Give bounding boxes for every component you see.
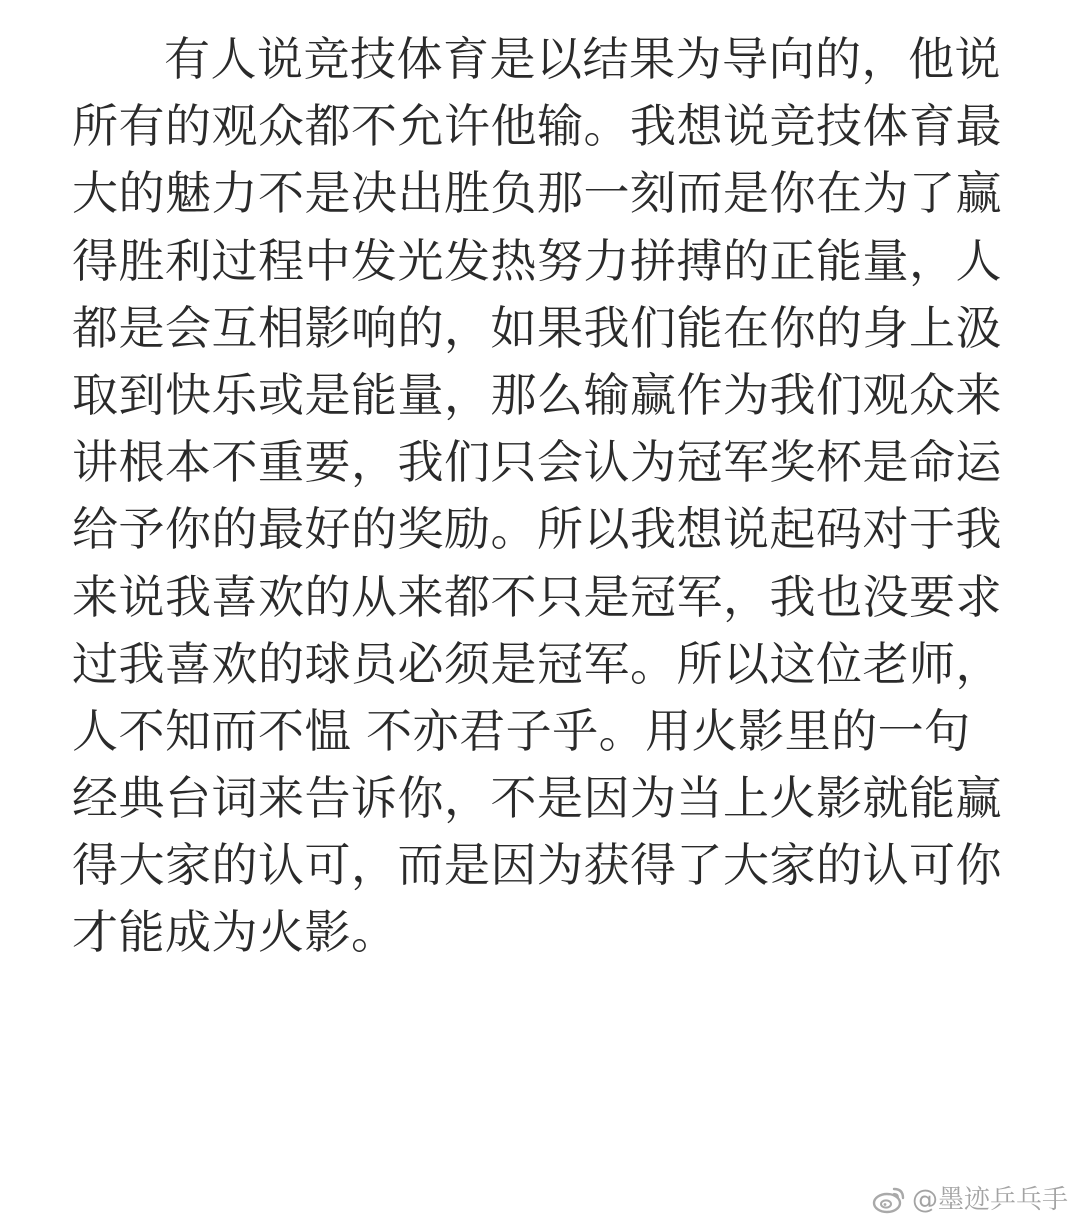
- article-line: 人不知而不愠 不亦君子乎。用火影里的一句: [72, 703, 971, 758]
- weibo-watermark: [872, 1185, 1068, 1215]
- watermark-text: @墨迹乒乓手: [911, 1185, 1068, 1215]
- article-body: [72, 26, 1012, 967]
- article-line: 得胜利过程中发光发热努力拼搏的正能量，人: [72, 233, 1002, 288]
- article-line: 所有的观众都不允许他输。我想说竞技体育最: [72, 99, 1002, 154]
- article-line: 经典台词来告诉你，不是因为当上火影就能赢: [72, 771, 1002, 826]
- article-line: 讲根本不重要，我们只会认为冠军奖杯是命运: [72, 435, 1002, 490]
- article-line: 给予你的最好的奖励。所以我想说起码对于我: [72, 502, 1002, 557]
- article-line: 取到快乐或是能量，那么输赢作为我们观众来: [72, 367, 1002, 422]
- article-line: 得大家的认可，而是因为获得了大家的认可你: [72, 838, 1002, 893]
- article-line: 都是会互相影响的，如果我们能在你的身上汲: [72, 300, 1002, 355]
- article-line: 大的魅力不是决出胜负那一刻而是你在为了赢: [72, 166, 1002, 221]
- article-line: 来说我喜欢的从来都不只是冠军，我也没要求: [72, 569, 1002, 624]
- article-line: 有人说竞技体育是以结果为导向的，他说: [164, 32, 1001, 86]
- weibo-icon: [872, 1186, 906, 1214]
- article-line: 才能成为火影。: [72, 905, 398, 960]
- article-line: 过我喜欢的球员必须是冠军。所以这位老师，: [72, 636, 1002, 691]
